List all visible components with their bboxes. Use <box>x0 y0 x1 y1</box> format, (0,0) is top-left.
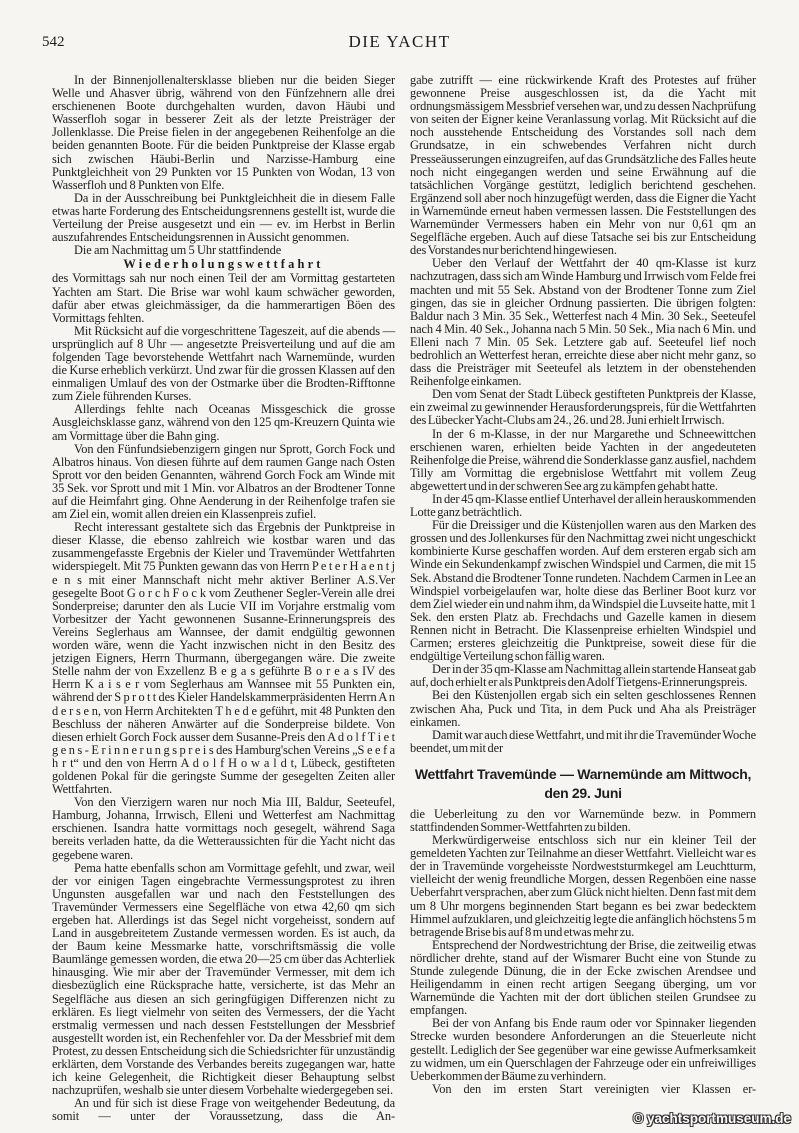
paragraph: Pema hatte ebenfalls schon am Vormittage gefehlt, und zwar, weil der vor einigen Tagen eingebrachte Vermessungsprotest zu ihren Ungunsten ausgefallen war und nach den Feststellungen des Travemünder Vermessers eine Segelfläche von etwa 42,60 qm sich ergeben hat. Allerdings ist das Segel nicht vorgeheisst, sondern auf Land in ausgebreitetem Zustande vermessen worden. Es ist auch, da der Baum keine Messmarke hatte, vorschriftsmässig die volle Baumlänge gemessen worden, die etwa 20—25 cm über das Achterliek hinausging. Wie mir aber der Travemünder Vermesser, mit dem ich diesbezüglich eine Rücksprache hatte, versicherte, ist das Mehr an Segelfläche aus diesen an sich geringfügigen Differenzen nicht zu erklären. Es liegt vielmehr von seiten des Vermessers, der die Yacht erstmalig vermessen und nach dessen Feststellungen der Messbrief ausgestellt worden ist, ein Rechenfehler vor. Da der Messbrief mit dem Protest, zu dessen Entscheidung sich die Schiedsrichter für unzuständig erklärten, dem Vorstande des Verbandes bereits zugegangen war, hatte ich keine Gelegenheit, die Richtigkeit dieser Behauptung selbst nachzuprüfen, weshalb sie unter diesem Vorbehalte wiedergegeben sei. <box>52 860 395 1098</box>
watermark: © yachtsportmuseum.de <box>633 1111 791 1126</box>
paragraph: Den vom Senat der Stadt Lübeck gestifteten Punktpreis der Klasse, ein zweimal zu gewinnender Herausforderungspreis, für die Wettfahrten des Lübecker Yacht-Clubs am 24., 26. und 28. Juni erhielt Irrwisch. <box>410 387 756 428</box>
paragraph: In der 6 m-Klasse, in der nur Margarethe und Schneewittchen erschienen waren, erhielten beide Yachten in der angedeuteten Reihenfolge die Preise, während die Sonderklasse ganz ausfiel, nachdem Tilly am Vormittag die ergebnislose Wettfahrt mit vollem Zeug abgewettert und in der schweren See arg zu kämpfen gehabt hatte. <box>410 426 756 493</box>
paragraph: Die am Nachmittag um 5 Uhr stattfindende <box>74 243 282 258</box>
paragraph: Entsprechend der Nordwestrichtung der Brise, die zeitweilig etwas nördlicher drehte, stand auf der Wismarer Bucht eine von Stunde zu Stunde zulegende Dünung, die in der Ecke zwischen Arendsee und Heiligendamm in einen recht artigen Seegang überging, um vor Warnemünde die Yachten mit der dort üblichen steilen Grundsee zu empfangen. <box>410 937 756 1018</box>
paragraph: Bei der von Anfang bis Ende raum oder vor Spinnaker liegenden Strecke wurden besondere Anforderungen an die Steuerleute nicht gestellt. Lediglich der See gegenüber war eine gewisse Aufmerksamkeit zu widmen, um ein Querschlagen der Fahrzeuge oder ein unfreiwilliges Ueberkommen der Bäume zu verhindern. <box>410 1016 756 1083</box>
right-column <box>410 74 756 1096</box>
paragraph: des Vormittags sah nur noch einen Teil der am Vormittag gestarteten Yachten am Start. Die Brise war wohl kaum schwächer geworden, dafür aber etwas gleichmässiger, da die hammerartigen Böen des Vormittags fehlten. <box>52 271 395 325</box>
paragraph: Von den Vierzigern waren nur noch Mia III, Baldur, Seeteufel, Hamburg, Johanna, Irrwisch, Elleni und Wetterfest am Nachmittag erschienen. Isandra hatte vormittags noch gesegelt, während Saga bereits verladen hatte, da die Wetteraussichten für die Yacht nicht das gegebene waren. <box>52 795 395 862</box>
paragraph: An und für sich ist diese Frage von weitgehender Bedeutung, da somit — unter der Voraussetzung, dass die An- <box>52 1096 395 1124</box>
paragraph: Von den im ersten Start vereinigten vier Klassen er- <box>432 1081 756 1096</box>
paragraph-group <box>52 272 395 1123</box>
running-title: DIE YACHT <box>348 32 451 51</box>
paragraph: In der Binnenjollenaltersklasse blieben nur die beiden Sieger Welle und Ahasver übrig, während von den Fünfzehnern alle drei erschienenen Boote durchgehalten wurden, davon Häubi und Wasserfloh sogar in besserer Zeit als der letzte Preisträger der Jollenklasse. Die Preise fielen in der angegebenen Reihenfolge an die beiden genannten Boote. Für die beiden Punktpreise der Klasse ergab sich zwischen Häubi-Berlin und Narzisse-Hamburg eine Punktgleichheit von 29 Punkten vor 15 Punkten von Wodan, 13 von Wasserfloh und 8 Punkten von Elfe. <box>52 73 395 192</box>
left-column <box>52 74 395 1124</box>
paragraph: Da in der Ausschreibung bei Punktgleichheit die in diesem Falle etwas harte Forderung des Entscheidungsrennens gestellt ist, wurde die Verteilung der Preise ausgesetzt und ein — ev. im Herbst in Berlin auszufahrendes Entscheidungsrennen in Aussicht genommen. <box>52 190 395 245</box>
paragraph: Allerdings fehlte nach Oceanas Missgeschick die grosse Ausgleichsklasse ganz, während von den 125 qm-Kreuzern Quinta wie am Vormittage über die Bahn ging. <box>52 402 395 443</box>
headline-line: den 29. Juni <box>544 784 622 801</box>
paragraph: Der in der 35 qm-Klasse am Nachmittag allein startende Hanseat gab auf, doch erhielt er als Punktpreis den Adolf Tietgens-Erinnerungspreis. <box>410 662 756 690</box>
paragraph-group <box>410 74 756 755</box>
paragraph: Von den Fünfundsiebenzigern gingen nur Sprott, Gorch Fock und Albatros hinaus. Von diesen führte auf dem raumen Gange nach Osten Sprott vor den beiden Genannten, während Gorch Fock am Winde mit 35 Sek. vor Sprott und mit 1 Min. vor Albatros an der Brodtener Tonne auf die Heimfahrt ging. Ohne Aenderung in der Reihenfolge trafen sie am Ziel ein, womit allen dreien ein Klassenpreis zufiel. <box>52 441 395 522</box>
paragraph: Ueber den Verlauf der Wettfahrt der 40 qm-Klasse ist kurz nachzutragen, dass sich am Winde Hamburg und Irrwisch vom Felde frei machten und mit 55 Sek. Abstand von der Brodtener Tonne zum Ziel gingen, das sie in gleicher Ordnung passierten. Die übrigen folgten: Baldur nach 3 Min. 35 Sek., Wetterfest nach 4 Min. 30 Sek., Seeteufel nach 4 Min. 40 Sek., Johanna nach 5 Min. 50 Sek., Mia nach 6 Min. und Elleni nach 7 Min. 05 Sek. Letztere gab auf. Seeteufel lief noch bedrohlich an Wetterfest heran, erreichte diese aber nicht mehr ganz, so dass die Preisträger mit Seeteufel als letztem in der obenstehenden Reihenfolge einkamen. <box>410 256 756 389</box>
paragraph: Merkwürdigerweise entschloss sich nur ein kleiner Teil der gemeldeten Yachten zur Teilnahme an dieser Wettfahrt. Vielleicht war es der in Travemünde vorgeheisste Nordweststurmkegel am Leuchtturm, vielleicht der wenig freundliche Morgen, dessen Regenböen eine nasse Ueberfahrt versprachen, aber zum Glück nicht hielten. Denn fast mit dem um 8 Uhr morgens beginnenden Start begann es bei zwar bedecktem Himmel aufzuklaren, und gleichzeitig legte die anfänglich höchstens 5 m betragende Brise bis auf 8 m und etwas mehr zu. <box>410 833 756 939</box>
paragraph: die Ueberleitung zu den vor Warnemünde bezw. in Pommern stattfindenden Sommer-Wettfahrten zu bilden. <box>410 806 756 834</box>
paragraph-group <box>52 74 395 257</box>
paragraph-group <box>410 808 756 1096</box>
paragraph: Für die Dreissiger und die Küstenjollen waren aus den Marken des grossen und des Jollenkurses für den Nachmittag zwei nicht ungeschickt kombinierte Kurse geschaffen worden. Auf dem ersteren ergab sich am Winde ein Sekundenkampf zwischen Windspiel und Carmen, die mit 15 Sek. Abstand die Brodtener Tonne rundeten. Nachdem Carmen in Lee an Windspiel vorbeigelaufen war, holte diese das Berliner Boot kurz vor dem Ziel wieder ein und nahm ihm, da Windspiel die Luvseite hatte, mit 1 Sek. den ersten Platz ab. Frechdachs und Gazelle kamen in diesem Rennen nicht in Betracht. Die Klassenpreise erhielten Windspiel und Carmen; ersteres gleichzeitig die Punktpreise, soweit diese für die endgültige Verteilung schon fällig waren. <box>410 518 756 664</box>
section-subheading: Wiederholungswettfahrt <box>123 257 324 272</box>
paragraph: Damit war auch diese Wettfahrt, und mit ihr die Travemünder Woche beendet, um mit der <box>410 727 756 755</box>
paragraph: In der 45 qm-Klasse entlief Unterhavel der allein herauskommenden Lotte ganz beträchtlich. <box>410 492 756 520</box>
page-number: 542 <box>42 34 65 50</box>
paragraph: gabe zutrifft — eine rückwirkende Kraft des Protestes auf früher gewonnene Preise ausgeschlossen ist, da die Yacht mit ordnungsmässigem Messbrief versehen war, und zu dessen Nachprüfung von seiten der Eigner keine Veranlassung vorlag. Mit Rücksicht auf die noch ausstehende Entscheidung des Vorstandes soll nach dem Grundsatze, in ein schwebendes Verfahren nicht durch Presseäusserungen einzugreifen, auf das Grundsätzliche des Falles heute noch nicht eingegangen werden und seine Erwähnung auf die tatsächlichen Vorgänge gestützt, lediglich berichtend geschehen. Ergänzend soll aber noch hinzugefügt werden, dass die Eigner die Yacht in Warnemünde erneut haben vermessen lassen. Die Feststellungen des Warnemünder Vermessers haben ein Mehr von nur 0,61 qm an Segelfläche ergeben. Auch auf diese Tatsache sei bis zur Entscheidung des Vorstandes nur berichtend hingewiesen. <box>410 73 756 258</box>
paragraph: Mit Rücksicht auf die vorgeschrittene Tageszeit, auf die abends — ursprünglich auf 8 Uhr — angesetzte Preisverteilung und auf die am folgenden Tage bevorstehende Wettfahrt nach Warnemünde, wurden die Kurse erheblich verkürzt. Und zwar für die grossen Klassen auf den einmaligen Umlauf des von der Ostmarke über die Brodten-Rifftonne zum Ziele führenden Kurses. <box>52 323 395 404</box>
paragraph: Bei den Küstenjollen ergab sich ein selten geschlossenes Rennen zwischen Aha, Puck und Tita, in dem Puck und Aha als Preisträger einkamen. <box>410 688 756 729</box>
paragraph: Recht interessant gestaltete sich das Ergebnis der Punktpreise in dieser Klasse, die ebenso zahlreich wie kostbar waren und das zusammengefasste Ergebnis der Kieler und Travemünder Wettfahrten widerspiegelt. Mit 75 Punkten gewann das von Herrn P e t e r H a e n t j e n s mit einer Mannschaft nicht mehr aktiver Berliner A.S.Ver gesegelte Boot G o r c h F o c k vom Zeuthener Segler-Verein alle drei Sonderpreise; darunter den als Lucie VII im Vorjahre erstmalig vom Vorbesitzer der Yacht gewonnenen Susanne-Erinnerungspreis des Vereins Seglerhaus am Wannsee, der damit endgültig gewonnen worden wäre, wenn die Yacht inzwischen nicht in den Besitz des jetzigen Eigners, Herrn Thurmann, übergegangen wäre. Die zweite Stelle nahm der von Exzellenz B e g a s geführte B o r e a s IV des Herrn K a i s e r vom Seglerhaus am Wannsee mit 55 Punkten ein, während der S p r o t t des Kieler Handelskammerpräsidenten Herrn A n d e r s e n, von Herrn Architekten T h e d e geführt, mit 48 Punkten den Beschluss der näheren Anwärter auf die Sonderpreise bildete. Von diesen erhielt Gorch Fock ausser dem Susanne-Preis den A d o l f T i e t g e n s - E r i n n e r u n g s p r e i s des Hamburg'schen Vereins „S e e f a h r t“ und den von Herrn A d o l f H o w a l d t, Lübeck, gestifteten goldenen Pokal für die geringste Summe der gesegelten Zeiten aller Wettfahrten. <box>52 520 395 797</box>
headline-line: Wettfahrt Travemünde — Warnemünde am Mittwoch, <box>414 765 752 782</box>
section-headline <box>410 765 756 803</box>
